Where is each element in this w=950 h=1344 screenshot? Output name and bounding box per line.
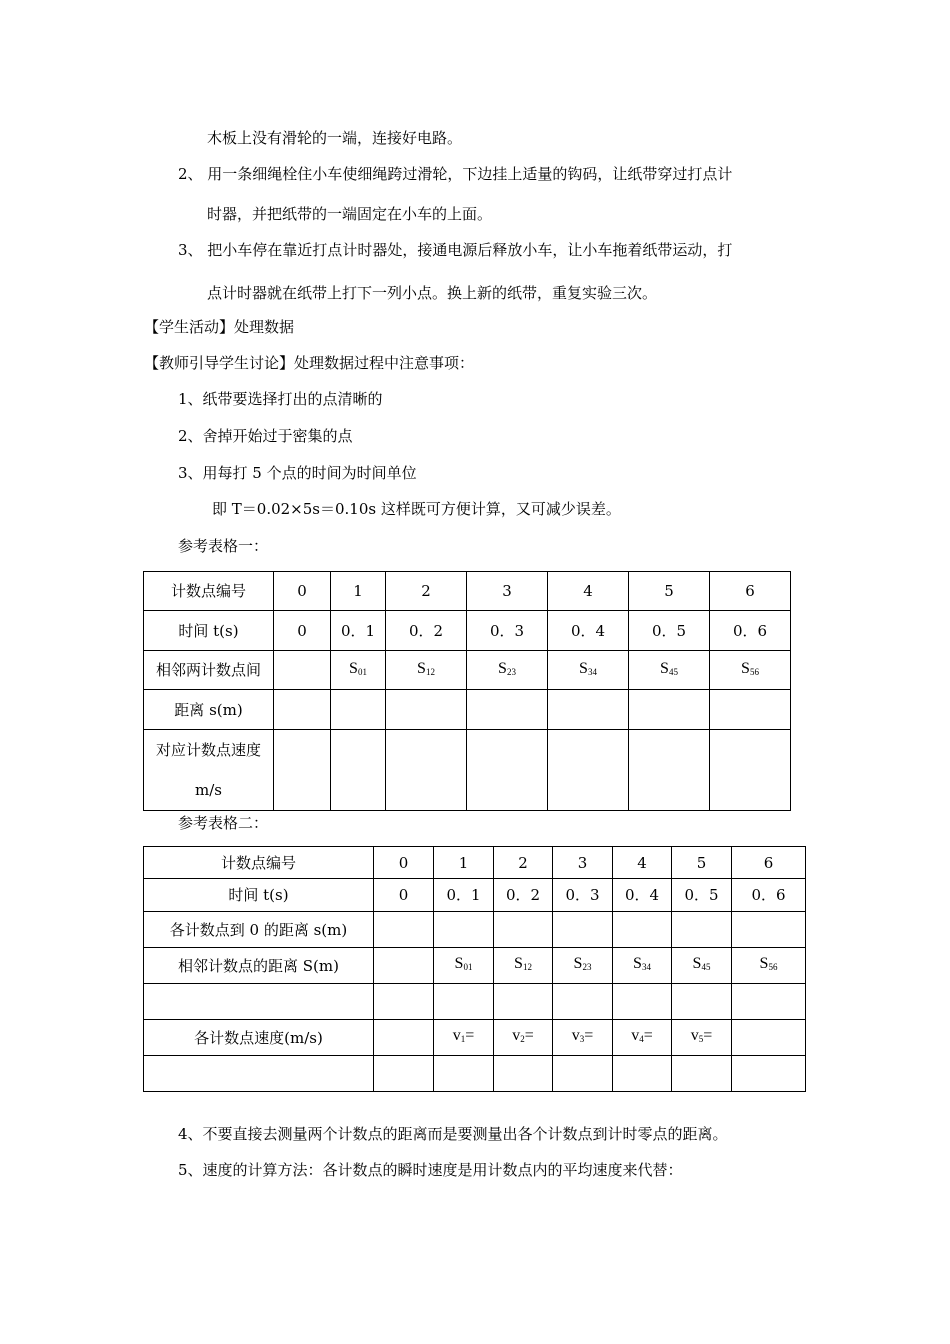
table2-row-points: [144, 847, 806, 879]
table2-point: 2: [494, 847, 553, 879]
table2-cell-empty: [732, 984, 806, 1020]
table2-row-distance: [144, 948, 806, 984]
table2-time: 0．3: [553, 879, 613, 912]
table2-label-time: 时间 t(s): [144, 879, 374, 912]
table2-row-blank: [144, 984, 806, 1020]
note-3: 3、用每打 5 个点的时间为时间单位: [178, 464, 417, 482]
table1-segment: $S_{45}$: [629, 651, 710, 690]
table2-row-cumulative: [144, 912, 806, 948]
table1-row-points: [144, 572, 791, 611]
table2-cell-empty: [553, 912, 613, 948]
table1-cell-empty: [274, 651, 331, 690]
table1-label-time: 时间 t(s): [144, 611, 274, 651]
table1-time: 0．3: [467, 611, 548, 651]
table2-cell-empty: [732, 1056, 806, 1092]
table1-row-distance: [144, 651, 791, 690]
table2-segment: $S_{23}$: [553, 948, 613, 984]
paragraph-step2-cont: 时器，并把纸带的一端固定在小车的上面。: [207, 205, 493, 223]
table1-time: 0．5: [629, 611, 710, 651]
table2-cell-empty: [144, 1056, 374, 1092]
table2-cell-empty: [144, 984, 374, 1020]
table2-cell-empty: [434, 1056, 494, 1092]
paragraph-step3-cont: 点计时器就在纸带上打下一列小点。换上新的纸带，重复实验三次。: [207, 284, 658, 302]
table2-cell-empty: [553, 1056, 613, 1092]
table1-row-distance-values: [144, 690, 791, 730]
table2-cell-empty: [434, 912, 494, 948]
table1-segment: $S_{23}$: [467, 651, 548, 690]
table2-time: 0．5: [672, 879, 732, 912]
table2-caption: 参考表格二：: [178, 814, 269, 832]
table1-point: 3: [467, 572, 548, 611]
table1-row-speed: [144, 730, 791, 811]
table2-label-distance: 相邻计数点的距离 S(m): [144, 948, 374, 984]
table1-cell-empty: [710, 730, 791, 811]
table2-point: 3: [553, 847, 613, 879]
paragraph-step1-cont: 木板上没有滑轮的一端，连接好电路。: [207, 129, 463, 147]
note-2: 2、舍掉开始过于密集的点: [178, 427, 353, 445]
table2-segment: $S_{34}$: [613, 948, 672, 984]
table2-cell-empty: [434, 984, 494, 1020]
table2-velocity: $v_5=$: [672, 1020, 732, 1056]
table1-caption: 参考表格一：: [178, 537, 269, 555]
table2-cell-empty: [494, 984, 553, 1020]
table1-label-points: 计数点编号: [144, 572, 274, 611]
note-1: 1、纸带要选择打出的点清晰的: [178, 390, 383, 408]
table1-point: 4: [548, 572, 629, 611]
table1-segment: $S_{56}$: [710, 651, 791, 690]
table2-segment: $S_{56}$: [732, 948, 806, 984]
table2-time: 0．4: [613, 879, 672, 912]
table1-time: 0．6: [710, 611, 791, 651]
table2-cell-empty: [672, 1056, 732, 1092]
table2-cell-empty: [494, 1056, 553, 1092]
table2-point: 1: [434, 847, 494, 879]
table1-cell-empty: [548, 730, 629, 811]
paragraph-step2: 2、 用一条细绳栓住小车使细绳跨过滑轮，下边挂上适量的钩码，让纸带穿过打点计: [178, 165, 733, 183]
table1-label-distance-unit: 距离 s(m): [144, 690, 274, 730]
table2-label-points: 计数点编号: [144, 847, 374, 879]
table1-cell-empty: [386, 690, 467, 730]
table2-segment: $S_{12}$: [494, 948, 553, 984]
table1-point: 1: [331, 572, 386, 611]
table2-cell-empty: [553, 984, 613, 1020]
table1-time: 0: [274, 611, 331, 651]
heading-teacher-guide: 【教师引导学生讨论】处理数据过程中注意事项：: [144, 354, 475, 372]
table2-cell-empty: [374, 948, 434, 984]
table1-segment: $S_{12}$: [386, 651, 467, 690]
table2-point: 0: [374, 847, 434, 879]
table1-cell-empty: [467, 730, 548, 811]
table1-label-speed-line1: 对应计数点速度: [155, 741, 261, 759]
table1-cell-empty: [629, 730, 710, 811]
table2-time: 0．6: [732, 879, 806, 912]
table2-velocity: $v_2=$: [494, 1020, 553, 1056]
table1-point: 6: [710, 572, 791, 611]
table2-cell-empty: [672, 912, 732, 948]
table2-cell-empty: [613, 984, 672, 1020]
table2-row-speed: [144, 1020, 806, 1056]
table2-velocity: $v_4=$: [613, 1020, 672, 1056]
table2-cell-empty: [374, 984, 434, 1020]
table2-point: 5: [672, 847, 732, 879]
table2-segment: $S_{45}$: [672, 948, 732, 984]
table1-cell-empty: [274, 690, 331, 730]
table1-label-speed-unit: m/s: [195, 781, 222, 799]
table2-row-blank: [144, 1056, 806, 1092]
table1-cell-empty: [274, 730, 331, 811]
table2-segment: $S_{01}$: [434, 948, 494, 984]
table1-point: 0: [274, 572, 331, 611]
table1-cell-empty: [386, 730, 467, 811]
table1-segment: $S_{01}$: [331, 651, 386, 690]
table2-cell-empty: [672, 984, 732, 1020]
table2-cell-empty: [613, 1056, 672, 1092]
table2-cell-empty: [374, 912, 434, 948]
table2-velocity: $v_3=$: [553, 1020, 613, 1056]
table2-point: 6: [732, 847, 806, 879]
reference-table-2: [143, 846, 806, 1092]
table1-row-time: [144, 611, 791, 651]
table2-cell-empty: [494, 912, 553, 948]
table2-time: 0．1: [434, 879, 494, 912]
table2-velocity: $v_1=$: [434, 1020, 494, 1056]
table1-segment: $S_{34}$: [548, 651, 629, 690]
table1-label-distance: 相邻两计数点间: [144, 651, 274, 690]
table2-cell-empty: [732, 912, 806, 948]
table1-cell-empty: [548, 690, 629, 730]
table1-cell-empty: [331, 690, 386, 730]
table2-time: 0．2: [494, 879, 553, 912]
note-5: 5、速度的计算方法：各计数点的瞬时速度是用计数点内的平均速度来代替：: [178, 1161, 683, 1179]
table1-point: 2: [386, 572, 467, 611]
table1-cell-empty: [331, 730, 386, 811]
note-3-formula: 即 T＝0.02×5s＝0.10s 这样既可方便计算，又可减少误差。: [212, 500, 621, 518]
table2-cell-empty: [374, 1056, 434, 1092]
heading-student-activity: 【学生活动】处理数据: [144, 318, 295, 336]
table1-cell-empty: [710, 690, 791, 730]
paragraph-step3: 3、 把小车停在靠近打点计时器处，接通电源后释放小车，让小车拖着纸带运动，打: [178, 241, 733, 259]
table1-time: 0．1: [331, 611, 386, 651]
table1-cell-empty: [467, 690, 548, 730]
table1-cell-empty: [629, 690, 710, 730]
table2-label-cumulative: 各计数点到 0 的距离 s(m): [144, 912, 374, 948]
table1-point: 5: [629, 572, 710, 611]
table2-cell-empty: [374, 1020, 434, 1056]
table2-label-speed: 各计数点速度(m/s): [144, 1020, 374, 1056]
table1-time: 0．4: [548, 611, 629, 651]
table1-time: 0．2: [386, 611, 467, 651]
table1-label-speed: [144, 730, 274, 811]
table2-point: 4: [613, 847, 672, 879]
table2-row-time: [144, 879, 806, 912]
table2-time: 0: [374, 879, 434, 912]
table2-cell-empty: [732, 1020, 806, 1056]
note-4: 4、不要直接去测量两个计数点的距离而是要测量出各个计数点到计时零点的距离。: [178, 1125, 728, 1143]
reference-table-1: [143, 571, 791, 811]
table2-cell-empty: [613, 912, 672, 948]
